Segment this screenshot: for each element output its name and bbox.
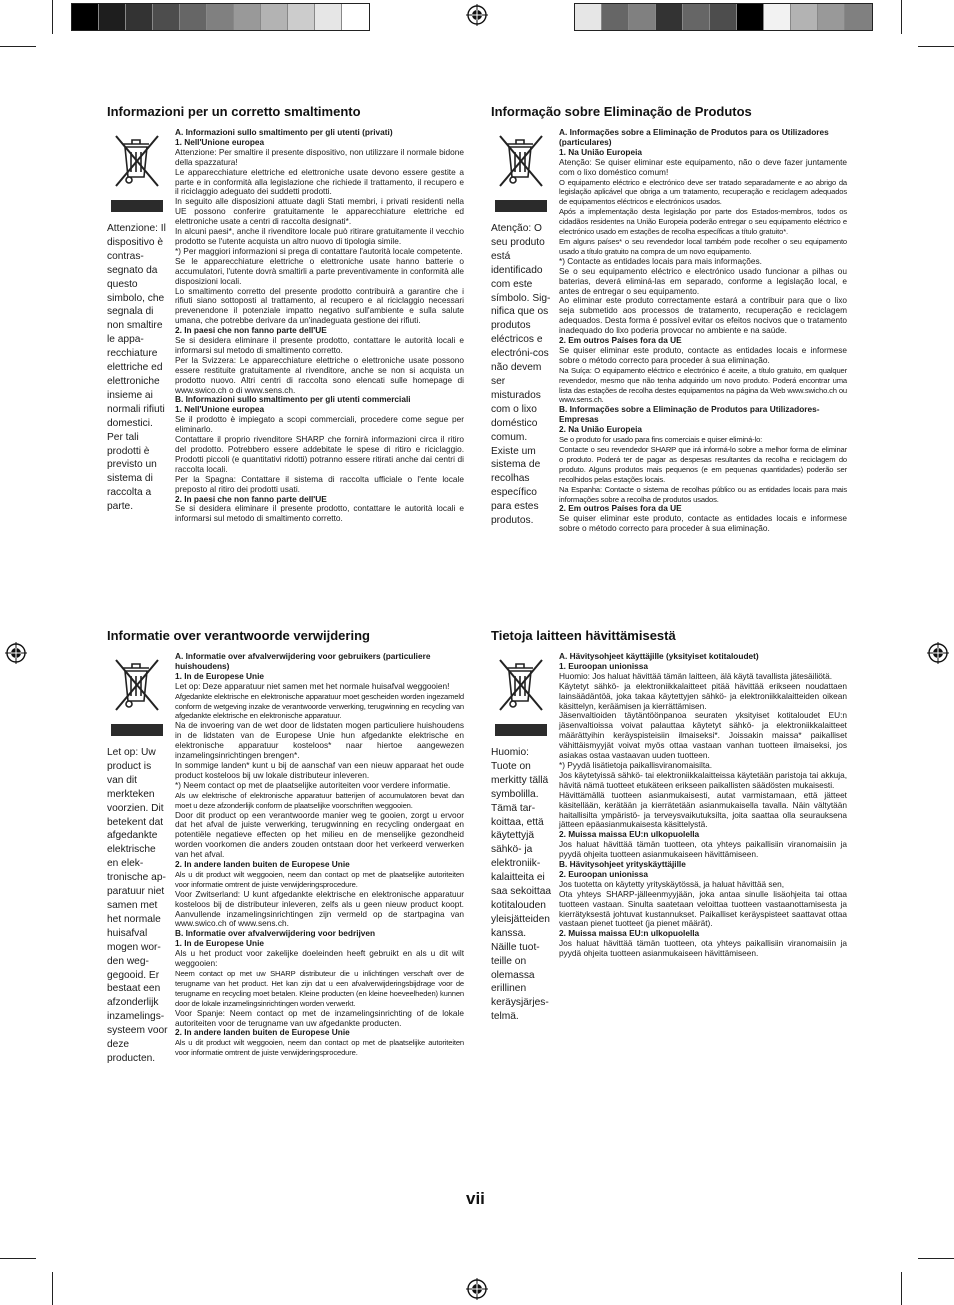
subheading: 2. Na União Europeia xyxy=(559,424,642,435)
paragraph: Jos haluat hävittää tämän tuotteen, ota yhteys paikallisiin viranomaisiin ja pyydä ohjeita tuotteen asianmukaiseen hävittämiseen. xyxy=(559,839,847,860)
registration-mark-icon xyxy=(927,642,949,664)
subheading: 2. Muissa maissa EU:n ulkopuolella xyxy=(559,829,700,840)
paragraph: Na de invoering van de wet door de lidstaten mogen particuliere huishoudens in de lidstaten van de Europese Unie hun afgedankte elektrische en elektronische apparatuur kosteloos* naar hiertoe aangewezen inzamelingsinrichtingen brengen*. xyxy=(175,720,464,761)
subheading: A. Informazioni sullo smaltimento per gli utenti (privati) xyxy=(175,127,393,137)
page-number: vii xyxy=(466,1189,485,1208)
color-swatch xyxy=(207,4,234,30)
section-title: Informazioni per un corretto smaltimento xyxy=(107,104,361,119)
black-bar xyxy=(111,200,163,212)
paragraph: Le apparecchiature elettriche ed elettroniche usate devono essere gestite a parte e in conformità alla legislazione che richiede il trattamento, il recupero e il riciclaggio adeguato dei suddetti prodotti. xyxy=(175,166,464,197)
section-italian xyxy=(107,104,464,524)
paragraph: Voor Spanje: Neem contact op met de inzamelingsinrichting of de lokale autoriteiten voor de terugname van uw afgedankte producten. xyxy=(175,1007,464,1028)
crossed-out-wheelie-bin-icon xyxy=(109,652,165,714)
color-swatch xyxy=(180,4,207,30)
subheading: B. Informatie over afvalverwijdering voor bedrijven xyxy=(175,928,376,939)
paragraph: Hävittämällä tuotteen asianmukaisesti, autat varmistamaan, että jätteet käsitellään, kerätään ja kierrätetään asianmukaisella tavalla. Näin vältytään haitallisilta ympäristö- ja terveysvaikutuksilta, joita saattaa olla seurauksena jätteen epäasianmukaisesta käsittelystä. xyxy=(559,789,847,830)
subheading: 2. In paesi che non fanno parte dell'UE xyxy=(175,325,327,336)
color-swatch xyxy=(710,4,737,30)
body-text xyxy=(175,128,464,524)
color-swatch xyxy=(764,4,791,30)
body-text xyxy=(559,652,847,1024)
paragraph: Jos käytetyissä sähkö- tai elektroniikkalaitteissa käytetään paristoja tai akkuja, hävitä nämä tuotteet etukäteen erikseen paikallisten säädösten mukaisesti. xyxy=(559,769,847,790)
section-title: Informatie over verantwoorde verwijdering xyxy=(107,628,370,643)
paragraph: Na Suíça: O equipamento eléctrico e electrónico é aceite, a título gratuito, em qualquer revendedor, mesmo que não tenha adquirido um novo produto. Poderá encontrar uma lista das estações de recolha destes equipamentos na página da Web www.swicho.ch ou www.sens.ch. xyxy=(559,365,847,405)
color-swatch xyxy=(153,4,180,30)
paragraph: Als u dit product wilt weggooien, neem dan contact op met de plaatselijke autoriteiten voor informatie omtrent de juiste verwijderingsprocedure. xyxy=(175,1038,464,1058)
side-note: Huomio: Tuote on merkitty tällä symbolilla. Tämä tar-koittaa, että käytettyjä sähkö- ja elektroniik-kalaitteita ei saa sekoittaa kotitalouden yleisjätteiden kanssa. Näille tuot-teille on olemassa erillinen keräysjärjes-telmä. xyxy=(491,747,552,1023)
paragraph: *) Pyydä lisätietoja paikallisviranomaisilta. xyxy=(559,759,713,770)
subheading: 1. Euroopan unionissa xyxy=(559,660,648,671)
color-swatch xyxy=(99,4,126,30)
section-title: Informação sobre Eliminação de Produtos xyxy=(491,104,752,119)
color-swatch xyxy=(791,4,818,30)
paragraph: Attenzione: Per smaltire il presente dispositivo, non utilizzare il normale bidone della spazzatura! xyxy=(175,146,464,167)
paragraph: Jos haluat hävittää tämän tuotteen, ota yhteys paikallisiin viranomaisiin ja pyydä ohjeita tuotteen asianmukaiseen hävittämiseen. xyxy=(559,938,847,959)
subheading: A. Informatie over afvalverwijdering voor gebruikers (particuliere huishoudens) xyxy=(175,651,431,671)
paragraph: In seguito alle disposizioni attuate dagli Stati membri, i privati residenti nella UE possono conferire gratuitamente le apparecchiature elettriche ed elettroniche usate a centri di raccolta designati*. xyxy=(175,196,464,227)
color-swatch xyxy=(845,4,872,30)
paragraph: Se o seu equipamento eléctrico e electrónico usado funcionar a pilhas ou baterias, deverá eliminá-las em separado, conforme a legislação local, e antes de entregar o seu equipamento. xyxy=(559,265,847,296)
crop-mark xyxy=(0,46,36,47)
crop-mark xyxy=(52,1272,53,1305)
body-text xyxy=(175,652,464,1066)
paragraph: Ota yhteys SHARP-jälleenmyyjään, joka antaa sinulle lisäohjeita tai ottaa tuotteen vastaan. Sinulta saatetaan veloittaa tuotteen vastaanottamisesta ja kierrätyksestä johtuvat kustannukset. Paikalliset keräyspisteet saattavat ottaa vastaan pienet tuotteet (ja pienet määrät). xyxy=(559,888,847,929)
paragraph: *) Contacte as entidades locais para mais informações. xyxy=(559,255,762,266)
paragraph: Após a implementação desta legislação por parte dos Estados-membros, todos os cidadãos residentes na União Europeia poderão entregar o seu equipamento eléctrico e electrónico usado em estações de recolha específicas a título gratuito*. xyxy=(559,207,847,237)
paragraph: Atenção: Se quiser eliminar este equipamento, não o deve fazer juntamente com o lixo doméstico comum! xyxy=(559,156,847,177)
paragraph: Se quiser eliminar este produto, contacte as entidades locais e informese sobre o método correcto para proceder à sua eliminação. xyxy=(559,513,847,534)
color-bar-left xyxy=(71,3,370,31)
subheading: 2. In paesi che non fanno parte dell'UE xyxy=(175,493,327,504)
paragraph: Se o produto for usado para fins comerciais e quiser eliminá-lo: xyxy=(559,435,763,445)
color-swatch xyxy=(288,4,315,30)
color-swatch xyxy=(234,4,261,30)
subheading: 2. Em outros Países fora da UE xyxy=(559,335,682,346)
paragraph: Ao eliminar este produto correctamente estará a contribuir para que o lixo seja submetido aos processos de tratamento, recuperação e reciclagem adequados. Desta forma é possível evitar os efeitos nocivos que o tratamento inadequado do lixo poderia provocar no ambiente e na saúde. xyxy=(559,295,847,336)
paragraph: Lo smaltimento corretto del presente prodotto contribuirà a garantire che i rifiuti siano sottoposti al trattamento, al recupero e al riciclaggio necessari prevenendone il potenziale impatto negativo sull'ambiente e sulla salute umana, che potrebbe derivare da un'inadeguata gestione dei rifiuti. xyxy=(175,285,464,326)
paragraph: Voor Zwitserland: U kunt afgedankte elektrische en elektronische apparatuur kosteloos bij de distributeur inleveren, zelfs als u geen nieuw product koopt. Aanvullende inzamelingsinrichtingen zijn vermeld op de startpagina van www.swico.ch of www.sens.ch. xyxy=(175,888,464,929)
section-portuguese xyxy=(491,104,847,534)
paragraph: Let op: Deze apparatuur niet samen met het normale huisafval weggooien! xyxy=(175,680,450,691)
paragraph: Neem contact op met uw SHARP distributeur die u inlichtingen verschaft over de terugname van het product. Het kan zijn dat u een afvalverwijderingsbijdrage voor de terugname en recycling moet betalen. Kleine producten (en kleine hoeveelheden) kunnen door de lokale inzamelingsinrichtingen worden verwerkt. xyxy=(175,969,464,1008)
black-bar xyxy=(111,724,163,736)
subheading: 1. In de Europese Unie xyxy=(175,670,264,681)
paragraph: Door dit product op een verantwoorde manier weg te gooien, zorgt u ervoor dat het afval de juiste verwerking, terugwinning en recycling ondergaat en potentiële negatieve effecten op het milieu en de menselijke gezondheid worden voorkomen die anders zouden ontstaan door het verkeerd verwerken van het afval. xyxy=(175,809,464,860)
section-finnish xyxy=(491,628,847,1024)
paragraph: Käytetyt sähkö- ja elektroniikkalaitteet pitää hävittää erikseen noudattaen lainsäädäntöä, joka takaa käytettyjen sähkö- ja elektroniikkalaitteiden oikean käsittelyn, keräämisen ja kierrättämisen. xyxy=(559,680,847,711)
paragraph: *) Neem contact op met de plaatselijke autoriteiten voor verdere informatie. xyxy=(175,779,451,790)
paragraph: Em alguns países* o seu revendedor local também pode recolher o seu equipamento usado a título gratuito na compra de um novo equipamento. xyxy=(559,236,847,256)
registration-mark-icon xyxy=(466,1278,488,1300)
crossed-out-wheelie-bin-icon xyxy=(109,128,165,190)
crossed-out-wheelie-bin-icon xyxy=(493,652,549,714)
paragraph: Jäsenvaltioiden täytäntöönpanoa seuraten yksityiset kotitaloudet EU:n jäsenvaltioissa voivat palauttaa käytetyt sähkö- ja elektroniikkalaitteet määrättyihin keräyspisteisiin ilmaiseksi*. Joissakin maissa* paikalliset vähittäismyyjät voivat myös ottaa vastaan vanhan tuotteen ilmaiseksi, jos asiakas ostaa vastaavan uuden tuotteen. xyxy=(559,710,847,761)
paragraph: Per la Spagna: Contattare il sistema di raccolta ufficiale o l'ente locale preposto al ritiro dei prodotti usati. xyxy=(175,473,464,494)
registration-mark-icon xyxy=(466,4,488,26)
paragraph: O equipamento eléctrico e electrónico deve ser tratado separadamente e ao abrigo da legislação aplicável que obriga a um tratamento, recuperação e reciclagem adequados de equipamentos eléctricos e electrónicos usados. xyxy=(559,177,847,207)
paragraph: Contattare il proprio rivenditore SHARP che fornirà informazioni circa il ritiro del prodotto. Potrebbero essere addebitate le spese di ritiro e riciclaggio. Prodotti piccoli (e quantitativi ridotti) potranno essere ritirati anche dai centri di raccolta locali. xyxy=(175,434,464,474)
subheading: 1. Nell'Unione europea xyxy=(175,136,265,147)
color-swatch xyxy=(629,4,656,30)
subheading: B. Informazioni sullo smaltimento per gli utenti commerciali xyxy=(175,394,411,405)
section-dutch xyxy=(107,628,464,1066)
body-text xyxy=(559,128,847,534)
color-swatch xyxy=(656,4,683,30)
crop-mark xyxy=(0,1258,36,1259)
paragraph: Se le apparecchiature elettriche o elettroniche usate hanno batterie o accumulatori, l'utente dovrà smaltirli a parte preventivamente in conformità alle disposizioni locali. xyxy=(175,255,464,286)
subheading: B. Hävitysohjeet yrityskäyttäjille xyxy=(559,859,686,870)
color-swatch xyxy=(602,4,629,30)
subheading: A. Hävitysohjeet käyttäjille (yksityiset kotitaloudet) xyxy=(559,651,759,661)
paragraph: Na Espanha: Contacte o sistema de recolhas público ou as entidades locais para mais informações sobre a recolha de produtos usados. xyxy=(559,484,847,504)
paragraph: Als uw elektrische of elektronische apparatuur batterijen of accumulatoren bevat dan moet u deze afzonderlijk conform de plaatselijke voorschriften weggooien. xyxy=(175,790,464,810)
paragraph: Se quiser eliminar este produto, contacte as entidades locais e informese sobre o método correcto para proceder à sua eliminação. xyxy=(559,344,847,365)
paragraph: Afgedankte elektrische en elektronische apparatuur moet gescheiden worden ingezameld conform de wetgeving inzake de verantwoorde verwerking, terugwinning en recycling van afgedankte elektrische en elektronische apparatuur. xyxy=(175,691,464,721)
registration-mark-icon xyxy=(5,642,27,664)
subheading: 2. In andere landen buiten de Europese Unie xyxy=(175,1027,350,1038)
color-swatch xyxy=(261,4,288,30)
section-title: Tietoja laitteen hävittämisestä xyxy=(491,628,676,643)
subheading: 2. In andere landen buiten de Europese Unie xyxy=(175,859,350,870)
paragraph: In alcuni paesi*, anche il rivenditore locale può ritirare gratuitamente il vecchio prodotto se l'utente acquista un altro nuovo di tipologia simile. xyxy=(175,226,464,246)
subheading: 1. Nell'Unione europea xyxy=(175,404,265,415)
paragraph: Huomio: Jos haluat hävittää tämän laitteen, älä käytä tavallista jätesäiliötä. xyxy=(559,670,833,681)
color-swatch xyxy=(575,4,602,30)
paragraph: Als u dit product wilt weggooien, neem dan contact op met de plaatselijke autoriteiten voor informatie omtrent de juiste verwijderingsprocedure. xyxy=(175,869,464,889)
black-bar xyxy=(495,724,547,736)
crop-mark xyxy=(901,1272,902,1305)
subheading: 2. Em outros Países fora da UE xyxy=(559,503,682,514)
color-swatch xyxy=(72,4,99,30)
crop-mark xyxy=(52,0,53,34)
color-swatch xyxy=(683,4,710,30)
crossed-out-wheelie-bin-icon xyxy=(493,128,549,190)
black-bar xyxy=(495,200,547,212)
paragraph: In sommige landen* kunt u bij de aanschaf van een nieuw apparaat het oude product kosteloos bij uw lokale distributeur inleveren. xyxy=(175,759,464,780)
subheading: A. Informações sobre a Eliminação de Produtos para os Utilizadores (particulares) xyxy=(559,127,829,147)
paragraph: Se il prodotto è impiegato a scopi commerciali, procedere come segue per eliminarlo. xyxy=(175,414,464,435)
crop-mark xyxy=(918,1258,954,1259)
subheading: 1. In de Europese Unie xyxy=(175,938,264,949)
paragraph: Als u het product voor zakelijke doeleinden heeft gebruikt en als u dit wilt weggooien: xyxy=(175,948,464,969)
color-bar-right xyxy=(574,3,873,31)
paragraph: Per la Svizzera: Le apparecchiature elettriche o elettroniche usate possono essere restituite gratuitamente al rivenditore, anche se non si acquista un prodotto nuovo. Altri centri di raccolta sono elencati sulle homepage di www.swico.ch o di www.sens.ch. xyxy=(175,354,464,395)
paragraph: Se si desidera eliminare il presente prodotto, contattare le autorità locali e informarsi sul metodo di smaltimento corretto. xyxy=(175,335,464,355)
paragraph: Jos tuotetta on käytetty yrityskäytössä, ja haluat hävittää sen, xyxy=(559,878,785,889)
subheading: 1. Na União Europeia xyxy=(559,146,642,157)
paragraph: Contacte o seu revendedor SHARP que irá informá-lo sobre a melhor forma de eliminar o produto. Poderá ter de pagar as despesas resultantes da recolha e reciclagem do produto. Alguns produtos mais pequenos (e em pequenas quantidades) poderão ser recolhidos pelas estações locais. xyxy=(559,445,847,484)
color-swatch xyxy=(818,4,845,30)
subheading: 2. Euroopan unionissa xyxy=(559,868,648,879)
color-swatch xyxy=(126,4,153,30)
color-swatch xyxy=(737,4,764,30)
side-note: Let op: Uw product is van dit merkteken voorzien. Dit betekent dat afgedankte elektrische en elek-tronische ap-paratuur niet samen met het normale huisafval mogen wor-den weg-gegooid. Er bestaat een afzonderlijk inzamelings-systeem voor deze producten. xyxy=(107,747,168,1064)
subheading: B. Informações sobre a Eliminação de Produtos para Utilizadores-Empresas xyxy=(559,404,820,425)
color-swatch xyxy=(315,4,342,30)
crop-mark xyxy=(918,46,954,47)
side-note: Atenção: O seu produto está identificado com este símbolo. Sig-nifica que os produtos eléctricos e electróni-cos não devem ser misturados com o lixo doméstico comum. Existe um sistema de recolhas específico para estes produtos. xyxy=(491,223,551,527)
crop-mark xyxy=(901,0,902,34)
paragraph: *) Per maggiori informazioni si prega di contattare l'autorità locale competente. xyxy=(175,245,463,256)
side-note: Attenzione: Il dispositivo è contras-segnato da questo simbolo, che segnala di non smaltire le appa-recchiature elettriche ed elettroniche insieme ai normali rifiuti domestici. Per tali prodotti è previsto un sistema di raccolta a parte. xyxy=(107,223,166,513)
subheading: 2. Muissa maissa EU:n ulkopuolella xyxy=(559,928,700,939)
color-swatch xyxy=(342,4,369,30)
paragraph: Se si desidera eliminare il presente prodotto, contattare le autorità locali e informarsi sul metodo di smaltimento corretto. xyxy=(175,503,464,524)
